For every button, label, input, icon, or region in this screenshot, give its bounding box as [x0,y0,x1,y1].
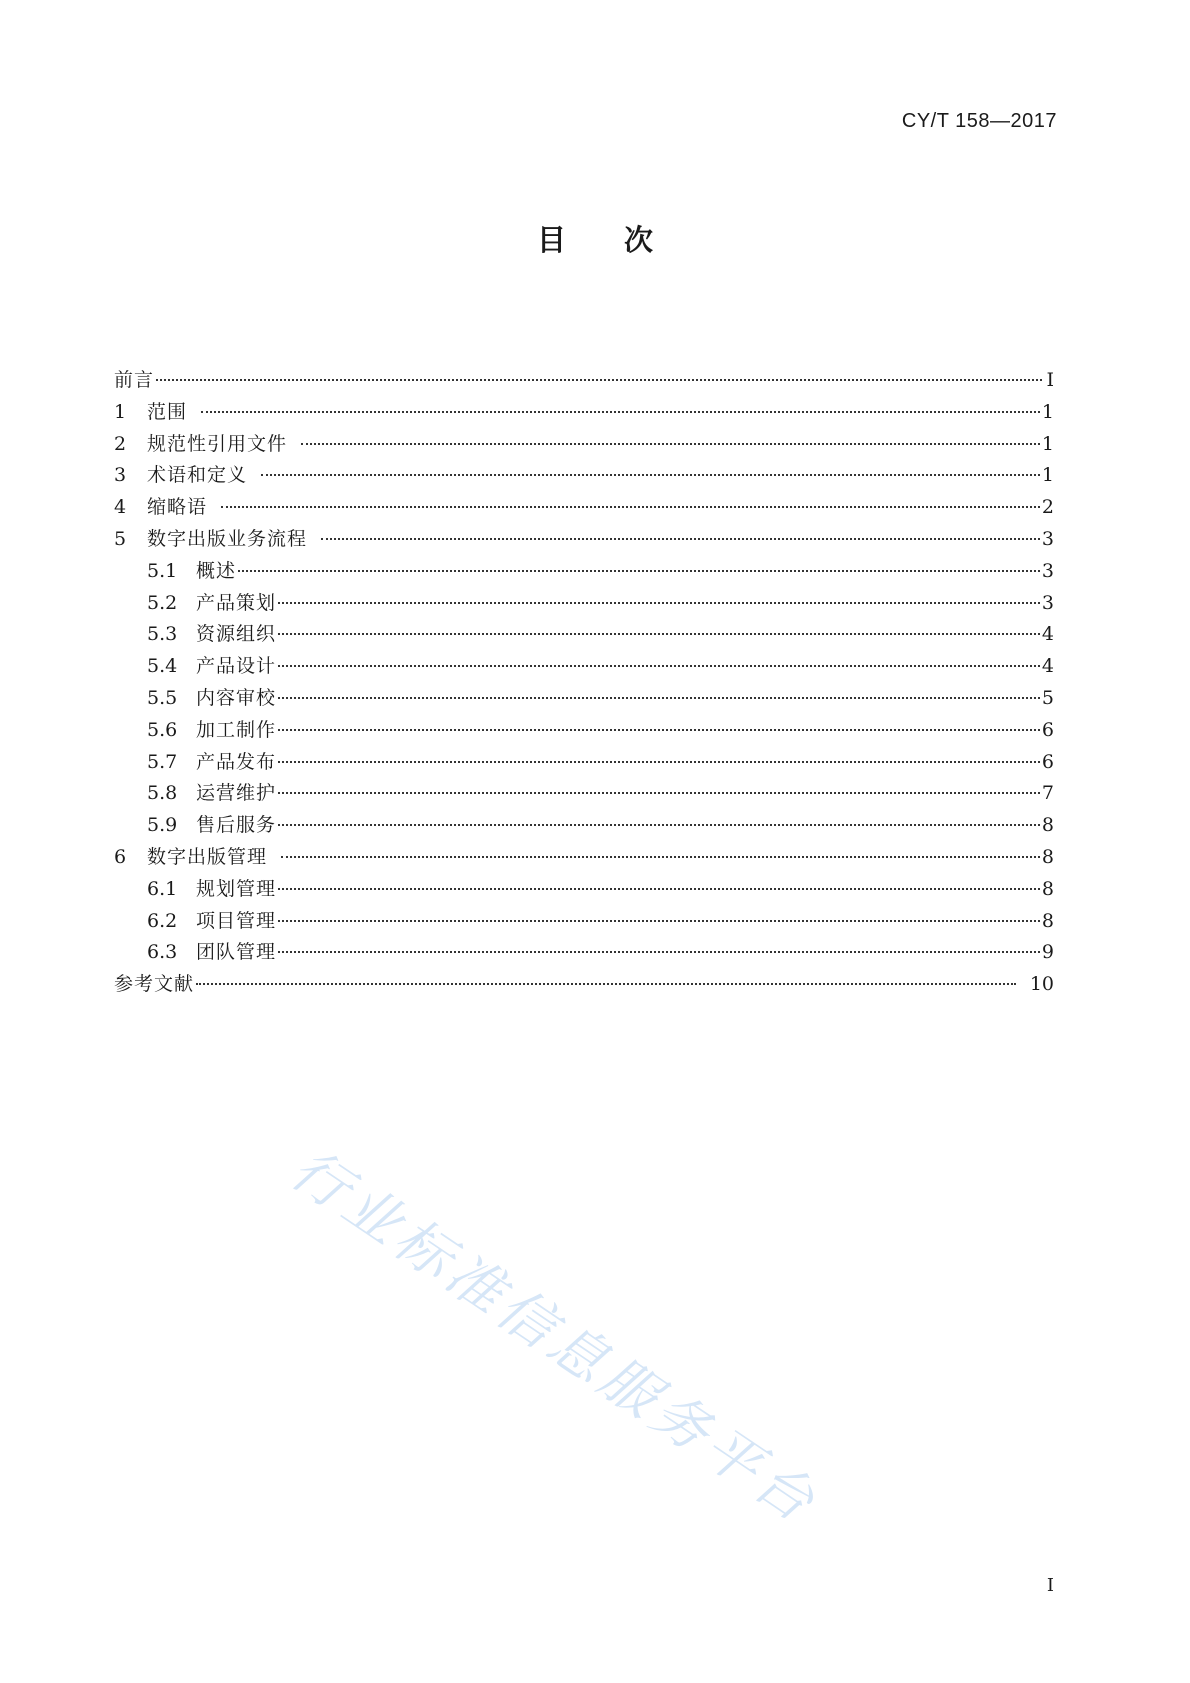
toc-entry[interactable] [114,683,1054,715]
toc-entry-page: 10 [1029,973,1054,996]
toc-entry-page: 6 [1041,750,1054,773]
toc-entry[interactable] [114,619,1054,651]
toc-entry-page: 8 [1041,814,1054,837]
toc-entry[interactable] [114,460,1054,492]
toc-entry-page: 1 [1041,432,1054,455]
toc-dot-leader [278,729,1040,731]
toc-entry-label: 数字出版管理 [147,845,268,868]
toc-entry[interactable] [114,492,1054,524]
toc-entry[interactable] [114,874,1054,906]
toc-dot-leader [278,920,1040,922]
toc-entry-number: 5.5 [147,686,178,709]
toc-entry-label: 缩略语 [147,496,208,519]
toc-entry[interactable] [114,778,1054,810]
toc-entry-number: 5.9 [147,814,178,837]
page-title: 目次 [536,223,711,257]
toc-entry-label: 规范性引用文件 [147,432,288,455]
toc-entry[interactable] [114,524,1054,556]
toc-entry[interactable] [114,556,1054,588]
toc-dot-leader [301,443,1040,445]
toc-entry-page: 5 [1041,686,1054,709]
toc-entry-label: 加工制作 [196,718,277,741]
toc-entry-page: 8 [1041,845,1054,868]
toc-entry-page: 3 [1041,527,1054,550]
toc-entry-label: 参考文献 [114,973,195,996]
toc-entry[interactable] [114,969,1054,1001]
toc-entry-label: 项目管理 [196,909,277,932]
toc-entry[interactable] [114,842,1054,874]
toc-entry-page: 7 [1041,782,1054,805]
toc-entry-number: 6 [114,845,127,868]
toc-entry[interactable] [114,747,1054,779]
toc-entry[interactable] [114,937,1054,969]
toc-dot-leader [278,602,1040,604]
standard-code: CY/T 158—2017 [901,110,1057,132]
toc-entry-label: 产品设计 [196,655,277,678]
toc-dot-leader [278,824,1040,826]
toc-entry-page: 8 [1041,909,1054,932]
toc-entry-label: 资源组织 [196,623,277,646]
toc-entry-number: 1 [114,400,127,423]
toc-entry-label: 规划管理 [196,877,277,900]
toc-entry-number: 6.1 [147,877,178,900]
toc-entry[interactable] [114,429,1054,461]
toc-entry-number: 5.3 [147,623,178,646]
toc-entry-number: 5 [114,527,127,550]
toc-dot-leader [196,983,1016,985]
toc-entry-page: 1 [1041,400,1054,423]
toc-entry-page: 3 [1041,591,1054,614]
watermark: 行业标准信息服务平台 [279,1136,830,1538]
toc-entry-label: 概述 [196,559,237,582]
toc-entry-number: 5.7 [147,750,178,773]
toc-dot-leader [278,951,1040,953]
toc-dot-leader [238,570,1040,572]
toc-dot-leader [278,665,1040,667]
toc-entry-number: 6.2 [147,909,178,932]
toc-entry-number: 5.6 [147,718,178,741]
toc-dot-leader [278,792,1040,794]
toc-dot-leader [321,538,1040,540]
toc-entry-number: 5.8 [147,782,178,805]
toc-dot-leader [201,411,1040,413]
toc-entry-label: 内容审校 [196,686,277,709]
toc-entry-label: 前言 [114,369,155,391]
table-of-contents [114,365,1054,1001]
toc-dot-leader [221,506,1040,508]
toc-entry-page: 4 [1041,623,1054,646]
toc-dot-leader [278,633,1040,635]
toc-entry-number: 6.3 [147,941,178,964]
toc-entry-page: 6 [1041,718,1054,741]
toc-entry[interactable] [114,906,1054,938]
toc-entry-label: 运营维护 [196,782,277,805]
toc-entry-number: 4 [114,496,127,519]
toc-entry-number: 5.1 [147,559,178,582]
toc-entry-label: 数字出版业务流程 [147,527,308,550]
toc-entry[interactable] [114,810,1054,842]
page-number: I [1046,1575,1054,1596]
toc-entry-page: 3 [1041,559,1054,582]
toc-entry-page: 1 [1041,464,1054,487]
toc-entry-label: 产品策划 [196,591,277,614]
toc-entry-label: 范围 [147,400,188,423]
toc-dot-leader [261,474,1040,476]
toc-dot-leader [278,888,1040,890]
toc-entry-label: 售后服务 [196,814,277,837]
toc-dot-leader [278,697,1040,699]
toc-entry-label: 团队管理 [196,941,277,964]
toc-entry-number: 3 [114,464,127,487]
toc-entry[interactable] [114,715,1054,747]
toc-entry-page: 2 [1041,496,1054,519]
toc-entry-page: I [1046,369,1054,391]
toc-entry-number: 5.4 [147,655,178,678]
toc-entry-page: 9 [1041,941,1054,964]
toc-dot-leader [281,856,1040,858]
toc-entry-label: 术语和定义 [147,464,248,487]
toc-entry[interactable] [114,588,1054,620]
toc-entry-number: 2 [114,432,127,455]
toc-entry[interactable] [114,651,1054,683]
toc-entry[interactable] [114,365,1054,397]
toc-entry-number: 5.2 [147,591,178,614]
toc-entry-page: 4 [1041,655,1054,678]
toc-dot-leader [156,379,1042,381]
toc-entry-label: 产品发布 [196,750,277,773]
toc-dot-leader [278,761,1040,763]
toc-entry[interactable] [114,397,1054,429]
toc-entry-page: 8 [1041,877,1054,900]
